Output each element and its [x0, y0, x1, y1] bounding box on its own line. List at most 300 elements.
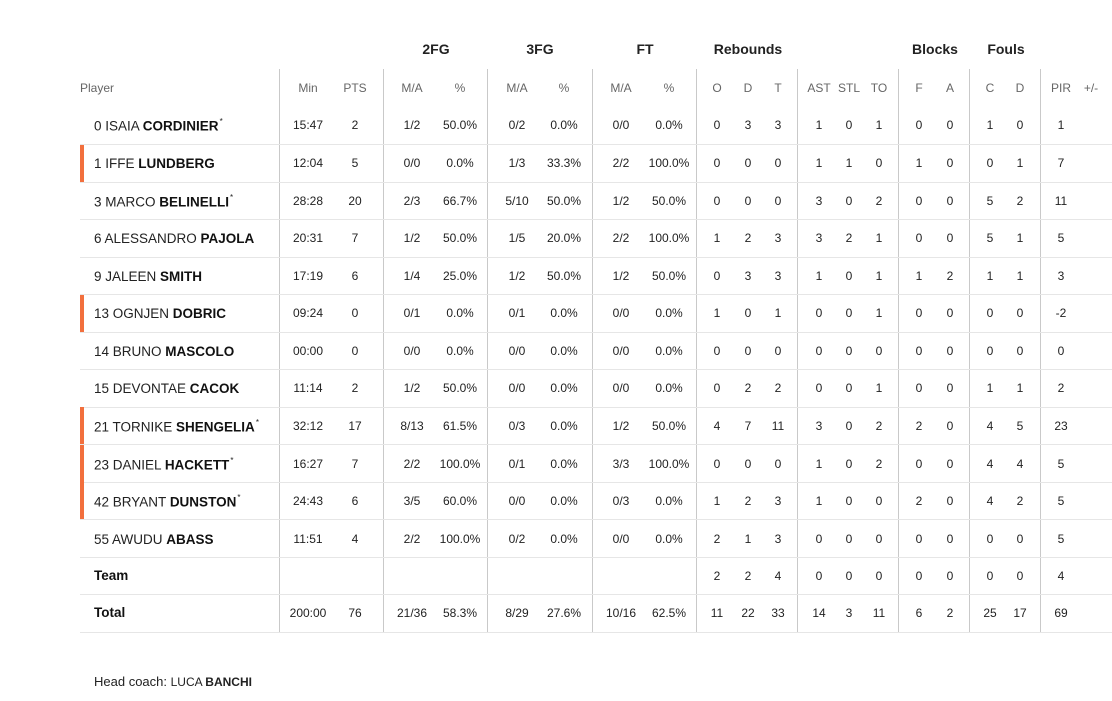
stat-cell: 1 [986, 381, 994, 395]
group-header-blocks: Blocks [912, 41, 958, 57]
player-name[interactable] [94, 344, 234, 360]
stat-cell: 1/5 [508, 231, 526, 245]
stat-cell: 0 [713, 457, 721, 471]
stat-cell: 33.3% [546, 156, 582, 170]
column-divider [383, 69, 384, 632]
column-divider [487, 69, 488, 632]
stat-cell: 0/0 [612, 344, 630, 358]
stat-cell: 0 [946, 118, 954, 132]
stat-cell: 3/3 [612, 457, 630, 471]
stat-cell: 11:51 [293, 532, 323, 546]
stat-cell: 0.0% [446, 306, 474, 320]
stat-cell: 0 [986, 344, 994, 358]
stat-cell: 3 [815, 194, 823, 208]
stat-cell: 14 [812, 606, 826, 620]
stat-cell: 60.0% [442, 494, 478, 508]
stat-cell: 2 [744, 231, 752, 245]
stat-cell: 11 [710, 606, 724, 620]
player-name[interactable] [94, 194, 233, 210]
stat-cell: 16:27 [292, 457, 324, 471]
stat-cell: 0 [986, 569, 994, 583]
stat-cell: 17 [1013, 606, 1027, 620]
stat-cell: 0 [845, 569, 853, 583]
player-number: 0 [94, 118, 106, 134]
stat-cell: 4 [986, 457, 994, 471]
stat-cell: 0.0% [655, 494, 683, 508]
player-number: 42 [94, 494, 113, 510]
player-first-name: OGNJEN [112, 306, 173, 321]
player-first-name: TORNIKE [112, 419, 177, 435]
stat-cell: 2 [713, 569, 721, 583]
stat-cell: 0 [713, 381, 721, 395]
stat-cell: 5 [1057, 231, 1065, 245]
stat-cell: 1 [845, 156, 853, 170]
player-last-name: DUNSTON [169, 494, 237, 510]
player-name[interactable] [94, 306, 226, 322]
player-name[interactable] [94, 269, 202, 285]
player-name[interactable] [94, 532, 214, 548]
stat-cell: 0 [946, 419, 954, 433]
stat-cell: 0 [946, 494, 954, 508]
stat-cell: 20:31 [292, 231, 324, 245]
stat-cell: 0.0% [550, 532, 578, 546]
stat-cell: 3 [774, 269, 782, 283]
stat-cell: 4 [774, 569, 782, 583]
stat-cell: 100.0% [648, 457, 690, 471]
stat-cell: 3 [774, 231, 782, 245]
stat-cell: 0 [744, 306, 752, 320]
stat-cell: 17 [348, 419, 362, 433]
stat-cell: 2 [875, 419, 883, 433]
stat-cell: 3 [744, 118, 752, 132]
stat-cell: 1/2 [612, 419, 630, 433]
player-name[interactable] [94, 156, 215, 172]
header-c-16: C [985, 81, 995, 95]
stat-cell: 0 [774, 156, 782, 170]
column-divider [592, 69, 593, 632]
starter-mark: * [219, 117, 223, 126]
row-separator [80, 519, 1112, 520]
player-last-name: HACKETT [164, 457, 230, 473]
stat-cell: 0.0% [655, 532, 683, 546]
stat-cell: 2 [915, 494, 923, 508]
stat-cell: 2 [351, 381, 359, 395]
player-name[interactable] [94, 381, 239, 397]
stat-cell: 0/0 [612, 381, 630, 395]
stat-cell: 1 [1016, 156, 1024, 170]
group-header-fouls: Fouls [987, 41, 1025, 57]
column-divider [279, 69, 280, 632]
stat-cell: 50.0% [651, 269, 687, 283]
stat-cell: 23 [1054, 419, 1068, 433]
stat-cell: 2/2 [612, 231, 630, 245]
stat-cell: 11 [771, 419, 785, 433]
stat-cell: 2 [774, 381, 782, 395]
row-separator [80, 294, 1112, 295]
stat-cell: 3 [774, 118, 782, 132]
stat-cell: 1 [815, 269, 823, 283]
stat-cell: 0 [915, 194, 923, 208]
player-last-name: ABASS [166, 532, 214, 547]
substitution-marker [80, 445, 84, 482]
stat-cell: 100.0% [648, 231, 690, 245]
player-last-name: PAJOLA [200, 231, 255, 246]
stat-cell: 2/3 [403, 194, 421, 208]
stat-cell: 4 [1016, 457, 1024, 471]
stat-cell: 0 [713, 156, 721, 170]
stat-cell: 50.0% [546, 194, 582, 208]
player-first-name: ISAIA [105, 118, 143, 134]
stat-cell: -2 [1055, 306, 1067, 320]
stat-cell: 50.0% [651, 419, 687, 433]
stat-cell: 2 [713, 532, 721, 546]
stat-cell: 15:47 [292, 118, 324, 132]
stat-cell: 24:43 [292, 494, 324, 508]
stat-cell: 32:12 [292, 419, 324, 433]
header-d-9: D [743, 81, 753, 95]
stat-cell: 0 [1016, 344, 1024, 358]
player-last-name: SHENGELIA [176, 419, 255, 435]
starter-mark: * [230, 456, 234, 465]
stat-cell: 4 [351, 532, 359, 546]
stat-cell: 1/2 [612, 269, 630, 283]
header-pir-18: PIR [1050, 81, 1072, 95]
stat-cell: 0 [815, 569, 823, 583]
stat-cell: 0/0 [612, 118, 630, 132]
stat-cell: 5 [1057, 457, 1065, 471]
stat-cell: 2 [1016, 194, 1024, 208]
stat-cell: 20 [348, 194, 362, 208]
stat-cell: 11 [1054, 194, 1068, 208]
stat-cell: 0 [986, 306, 994, 320]
head-coach-label: Head coach: [94, 674, 171, 689]
stat-cell: 0 [845, 194, 853, 208]
row-separator [80, 557, 1112, 558]
stat-cell: 2 [915, 419, 923, 433]
stat-cell: 0.0% [550, 457, 578, 471]
stat-cell: 0/1 [508, 306, 526, 320]
stat-cell: 0 [713, 194, 721, 208]
player-first-name: JALEEN [105, 269, 161, 284]
stat-cell: 0 [915, 457, 923, 471]
stat-cell: 2/2 [403, 532, 421, 546]
starter-mark: * [230, 193, 234, 202]
player-first-name: BRUNO [112, 344, 166, 359]
stat-cell: 2 [875, 457, 883, 471]
stat-cell: 50.0% [546, 269, 582, 283]
stat-cell: 1 [875, 231, 883, 245]
stat-cell: 7 [744, 419, 752, 433]
stat-cell: 2 [1057, 381, 1065, 395]
header-pts-1: PTS [343, 81, 367, 95]
stat-cell: 0 [986, 532, 994, 546]
substitution-marker [80, 295, 84, 332]
stat-cell: 2 [946, 606, 954, 620]
stat-cell: 1 [875, 381, 883, 395]
stat-cell: 2 [946, 269, 954, 283]
player-first-name: IFFE [105, 156, 139, 171]
row-separator [80, 369, 1112, 370]
row-separator [80, 407, 1112, 408]
player-number: 21 [94, 419, 113, 435]
stat-cell: 3 [744, 269, 752, 283]
stat-cell: 1/3 [508, 156, 526, 170]
stat-cell: 2 [351, 118, 359, 132]
stat-cell: 0.0% [655, 381, 683, 395]
player-number: 3 [94, 194, 106, 210]
stat-cell: 5 [986, 194, 994, 208]
stat-cell: 0/2 [508, 532, 526, 546]
stat-cell: 1 [1016, 381, 1024, 395]
stat-cell: 76 [348, 606, 362, 620]
group-header-rebounds: Rebounds [713, 41, 783, 57]
stat-cell: 100.0% [439, 457, 481, 471]
stat-cell: 5 [1057, 494, 1065, 508]
head-coach [94, 675, 252, 688]
stat-cell: 50.0% [442, 231, 478, 245]
stat-cell: 0 [1016, 118, 1024, 132]
stat-cell: 0/0 [508, 494, 526, 508]
player-name[interactable] [94, 231, 254, 247]
total-row-label: Total [94, 605, 126, 620]
stat-cell: 10/16 [605, 606, 637, 620]
stat-cell: 25 [983, 606, 997, 620]
stat-cell: 0 [875, 532, 883, 546]
stat-cell: 0 [351, 344, 359, 358]
stat-cell: 1/4 [403, 269, 421, 283]
stat-cell: 1 [774, 306, 782, 320]
stat-cell: 1 [815, 118, 823, 132]
stat-cell: 0/3 [508, 419, 526, 433]
stat-cell: 2 [744, 569, 752, 583]
player-last-name: CACOK [189, 381, 240, 396]
stat-cell: 7 [351, 457, 359, 471]
stat-cell: 0 [946, 381, 954, 395]
substitution-marker [80, 482, 84, 519]
stat-cell: 0 [1016, 569, 1024, 583]
stat-cell: 0 [713, 118, 721, 132]
player-number: 15 [94, 381, 113, 396]
stat-cell: 4 [713, 419, 721, 433]
stat-cell: 2 [875, 194, 883, 208]
stat-cell: 0.0% [550, 118, 578, 132]
player-last-name: CORDINIER [142, 118, 219, 134]
stat-cell: 69 [1054, 606, 1068, 620]
stat-cell: 0 [875, 494, 883, 508]
stat-cell: 0 [915, 231, 923, 245]
stat-cell: 0 [815, 381, 823, 395]
stat-cell: 2 [845, 231, 853, 245]
player-last-name: DOBRIC [172, 306, 227, 321]
stat-cell: 5 [1016, 419, 1024, 433]
stat-cell: 3/5 [403, 494, 421, 508]
stat-cell: 0 [713, 269, 721, 283]
group-header-3fg: 3FG [526, 41, 554, 57]
player-name[interactable] [94, 419, 259, 435]
stat-cell: 62.5% [651, 606, 687, 620]
group-header-2fg: 2FG [422, 41, 450, 57]
stat-cell: 6 [915, 606, 923, 620]
stat-cell: 0 [915, 381, 923, 395]
stat-cell: 3 [774, 532, 782, 546]
stat-cell: 3 [845, 606, 853, 620]
row-separator [80, 219, 1112, 220]
stat-cell: 100.0% [439, 532, 481, 546]
stat-cell: 0 [1016, 306, 1024, 320]
stat-cell: 5 [986, 231, 994, 245]
header-m-a-6: M/A [610, 81, 632, 95]
player-name[interactable] [94, 494, 240, 510]
stat-cell: 11:14 [293, 381, 323, 395]
stat-cell: 0 [946, 194, 954, 208]
player-first-name: ALESSANDRO [104, 231, 201, 246]
header-ast-11: AST [807, 81, 831, 95]
stat-cell: 17:19 [292, 269, 324, 283]
stat-cell: 1 [713, 231, 721, 245]
player-number: 23 [94, 457, 113, 473]
stat-cell: 27.6% [546, 606, 582, 620]
stat-cell: 1 [815, 494, 823, 508]
stat-cell: 6 [351, 494, 359, 508]
stat-cell: 0 [986, 156, 994, 170]
stat-cell: 0 [774, 457, 782, 471]
stat-cell: 0/0 [403, 344, 421, 358]
stat-cell: 0 [1016, 532, 1024, 546]
stat-cell: 0 [713, 344, 721, 358]
stat-cell: 0 [744, 344, 752, 358]
stat-cell: 3 [774, 494, 782, 508]
column-divider [696, 69, 697, 632]
stat-cell: 5 [351, 156, 359, 170]
stat-cell: 8/13 [400, 419, 424, 433]
player-first-name: BRYANT [112, 494, 170, 510]
stat-cell: 1 [986, 118, 994, 132]
player-last-name: BELINELLI [159, 194, 230, 210]
player-number: 6 [94, 231, 105, 246]
stat-cell: 0/0 [403, 156, 421, 170]
stat-cell: 2 [1016, 494, 1024, 508]
stat-cell: 0 [915, 532, 923, 546]
player-last-name: MASCOLO [165, 344, 235, 359]
stat-cell: 4 [986, 419, 994, 433]
player-number: 1 [94, 156, 106, 171]
stat-cell: 1 [1016, 231, 1024, 245]
stat-cell: 0.0% [655, 306, 683, 320]
stat-cell: 00:00 [292, 344, 324, 358]
stat-cell: 3 [1057, 269, 1065, 283]
header---5: % [558, 81, 570, 95]
stat-cell: 0 [915, 118, 923, 132]
stat-cell: 0 [815, 344, 823, 358]
stat-cell: 0 [946, 569, 954, 583]
player-number: 14 [94, 344, 113, 359]
row-separator [80, 144, 1112, 145]
player-number: 9 [94, 269, 106, 284]
stat-cell: 0 [915, 569, 923, 583]
stat-cell: 0 [915, 344, 923, 358]
stat-cell: 1/2 [403, 231, 421, 245]
player-first-name: AWUDU [112, 532, 167, 547]
header---3: % [454, 81, 466, 95]
header-plus-minus: +/- [1083, 81, 1099, 95]
stat-cell: 0.0% [446, 344, 474, 358]
stat-cell: 0/2 [508, 118, 526, 132]
stat-cell: 0 [946, 156, 954, 170]
player-number: 55 [94, 532, 113, 547]
header-m-a-4: M/A [506, 81, 528, 95]
stat-cell: 0 [744, 457, 752, 471]
stat-cell: 0.0% [446, 156, 474, 170]
stat-cell: 0 [946, 306, 954, 320]
stat-cell: 1 [986, 269, 994, 283]
header-f-14: F [915, 81, 923, 95]
stat-cell: 0/0 [612, 306, 630, 320]
stat-cell: 2 [744, 494, 752, 508]
row-separator [80, 482, 1112, 483]
player-name[interactable] [94, 457, 233, 473]
stat-cell: 0/1 [508, 457, 526, 471]
stat-cell: 66.7% [442, 194, 478, 208]
player-last-name: LUNDBERG [138, 156, 215, 171]
row-separator [80, 444, 1112, 445]
stat-cell: 1 [713, 494, 721, 508]
stat-cell: 0 [744, 194, 752, 208]
stat-cell: 50.0% [442, 381, 478, 395]
header-min-0: Min [298, 81, 318, 95]
stat-cell: 0 [946, 231, 954, 245]
stat-cell: 100.0% [648, 156, 690, 170]
stat-cell: 4 [1057, 569, 1065, 583]
stat-cell: 0.0% [655, 344, 683, 358]
stat-cell: 0 [946, 457, 954, 471]
stat-cell: 28:28 [292, 194, 324, 208]
stat-cell: 0 [946, 532, 954, 546]
header-o-8: O [712, 81, 722, 95]
column-divider [1040, 69, 1041, 632]
stat-cell: 0 [845, 381, 853, 395]
stat-cell: 22 [741, 606, 755, 620]
stat-cell: 33 [771, 606, 785, 620]
stat-cell: 0 [845, 419, 853, 433]
stat-cell: 6 [351, 269, 359, 283]
stat-cell: 0.0% [550, 494, 578, 508]
header-player: Player [80, 81, 115, 95]
column-divider [898, 69, 899, 632]
starter-mark: * [255, 418, 259, 427]
stat-cell: 0 [875, 156, 883, 170]
stat-cell: 0 [845, 532, 853, 546]
row-separator [80, 182, 1112, 183]
stat-cell: 0 [845, 118, 853, 132]
stat-cell: 0 [875, 569, 883, 583]
stat-cell: 50.0% [651, 194, 687, 208]
stat-cell: 0/0 [508, 381, 526, 395]
player-name[interactable] [94, 118, 223, 134]
stat-cell: 0 [351, 306, 359, 320]
stat-cell: 21/36 [396, 606, 428, 620]
player-first-name: DEVONTAE [112, 381, 190, 396]
stat-cell: 1 [713, 306, 721, 320]
stat-cell: 0 [774, 194, 782, 208]
stat-cell: 1/2 [508, 269, 526, 283]
stat-cell: 5/10 [505, 194, 529, 208]
coach-last-name: BANCHI [205, 675, 252, 689]
stat-cell: 09:24 [292, 306, 324, 320]
stat-cell: 1 [815, 156, 823, 170]
row-separator [80, 257, 1112, 258]
stat-cell: 25.0% [442, 269, 478, 283]
stat-cell: 3 [815, 231, 823, 245]
